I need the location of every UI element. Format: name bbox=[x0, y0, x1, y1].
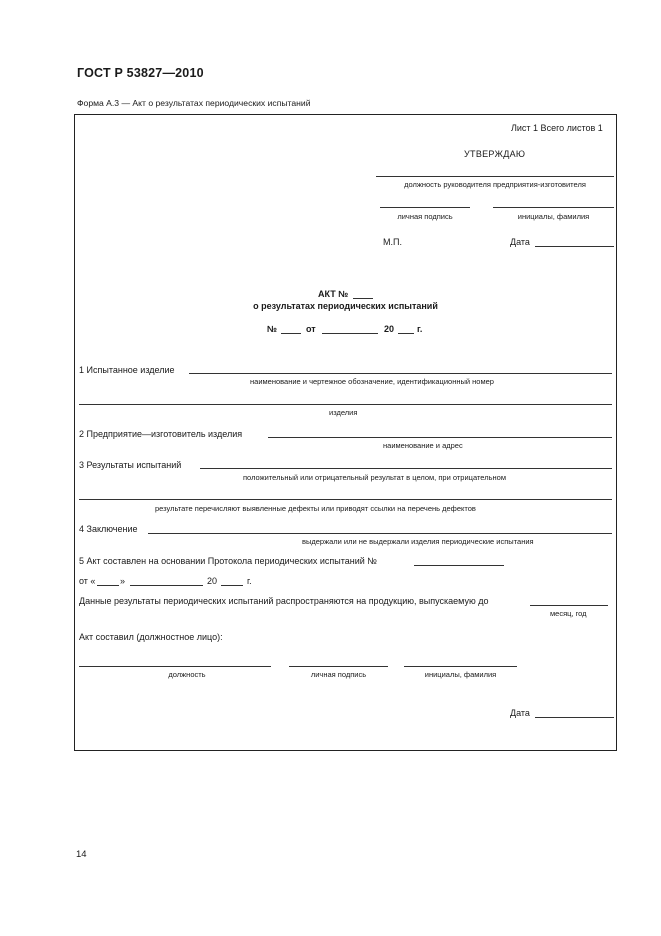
position-caption: должность руководителя предприятия-изготовителя bbox=[404, 180, 586, 189]
month-line[interactable] bbox=[130, 585, 203, 586]
from-label: от bbox=[306, 324, 316, 334]
date-line-bottom[interactable] bbox=[535, 717, 614, 718]
item3-line2[interactable] bbox=[79, 499, 612, 500]
protocol-number-line[interactable] bbox=[414, 565, 504, 566]
item1-line[interactable] bbox=[189, 373, 612, 374]
item2-caption: наименование и адрес bbox=[383, 441, 463, 450]
item4-caption: выдержали или не выдержали изделия периодические испытания bbox=[302, 537, 534, 546]
item1-label: 1 Испытанное изделие bbox=[79, 365, 175, 375]
act-subtitle: о результатах периодических испытаний bbox=[253, 301, 438, 311]
standard-number: ГОСТ Р 53827—2010 bbox=[77, 66, 204, 80]
signature-line[interactable] bbox=[380, 207, 470, 208]
no-line[interactable] bbox=[281, 333, 301, 334]
item3-caption: положительный или отрицательный результат в целом, при отрицательном bbox=[243, 473, 506, 482]
compiler-position-caption: должность bbox=[168, 670, 206, 679]
form-caption: Форма А.3 — Акт о результатах периодических испытаний bbox=[77, 98, 311, 108]
quote-close: » bbox=[120, 576, 126, 586]
compiler-initials-caption: инициалы, фамилия bbox=[424, 670, 497, 679]
compiler-initials-line[interactable] bbox=[404, 666, 517, 667]
compiler-signature-caption: личная подпись bbox=[310, 670, 367, 679]
date-label-top: Дата bbox=[510, 237, 530, 247]
from-date-line[interactable] bbox=[322, 333, 378, 334]
year-line[interactable] bbox=[398, 333, 414, 334]
initials-caption: инициалы, фамилия bbox=[517, 212, 590, 221]
year-suffix-2: г. bbox=[247, 576, 252, 586]
year-line-2[interactable] bbox=[221, 585, 243, 586]
month-year-caption: месяц, год bbox=[550, 609, 587, 618]
year-label: 20 bbox=[384, 324, 395, 334]
item2-label: 2 Предприятие—изготовитель изделия bbox=[79, 429, 243, 439]
page-number: 14 bbox=[76, 849, 87, 860]
compiler-signature-line[interactable] bbox=[289, 666, 388, 667]
approve-heading: УТВЕРЖДАЮ bbox=[464, 149, 526, 159]
item1-caption: наименование и чертежное обозначение, идентификационный номер bbox=[250, 377, 494, 386]
item4-line[interactable] bbox=[148, 533, 612, 534]
item5-label: 5 Акт составлен на основании Протокола периодических испытаний № bbox=[79, 556, 377, 566]
day-line[interactable] bbox=[97, 585, 119, 586]
date-line-top[interactable] bbox=[535, 246, 614, 247]
item3-label: 3 Результаты испытаний bbox=[79, 460, 182, 470]
date-label-bottom: Дата bbox=[510, 708, 530, 718]
item3-caption2: результате перечисляют выявленные дефекты или приводят ссылки на перечень дефектов bbox=[155, 504, 476, 513]
item3-line[interactable] bbox=[200, 468, 612, 469]
from-quote-label: от « bbox=[79, 576, 96, 586]
item4-label: 4 Заключение bbox=[79, 524, 138, 534]
compiled-label: Акт составил (должностное лицо): bbox=[79, 632, 223, 642]
position-line[interactable] bbox=[376, 176, 614, 177]
act-title: АКТ № bbox=[318, 289, 349, 299]
item1-caption2: изделия bbox=[329, 408, 358, 417]
initials-line[interactable] bbox=[493, 207, 614, 208]
year-suffix: г. bbox=[417, 324, 423, 334]
signature-caption: личная подпись bbox=[397, 212, 453, 221]
no-label: № bbox=[267, 324, 278, 334]
until-date-line[interactable] bbox=[530, 605, 608, 606]
seal-label: М.П. bbox=[383, 237, 402, 247]
item1-line2[interactable] bbox=[79, 404, 612, 405]
compiler-position-line[interactable] bbox=[79, 666, 271, 667]
sheet-info: Лист 1 Всего листов 1 bbox=[511, 123, 603, 133]
year-label-2: 20 bbox=[207, 576, 218, 586]
item2-line[interactable] bbox=[268, 437, 612, 438]
act-number-line[interactable] bbox=[353, 298, 373, 299]
extend-text: Данные результаты периодических испытаний распространяются на продукцию, выпускаемую до bbox=[79, 596, 489, 606]
